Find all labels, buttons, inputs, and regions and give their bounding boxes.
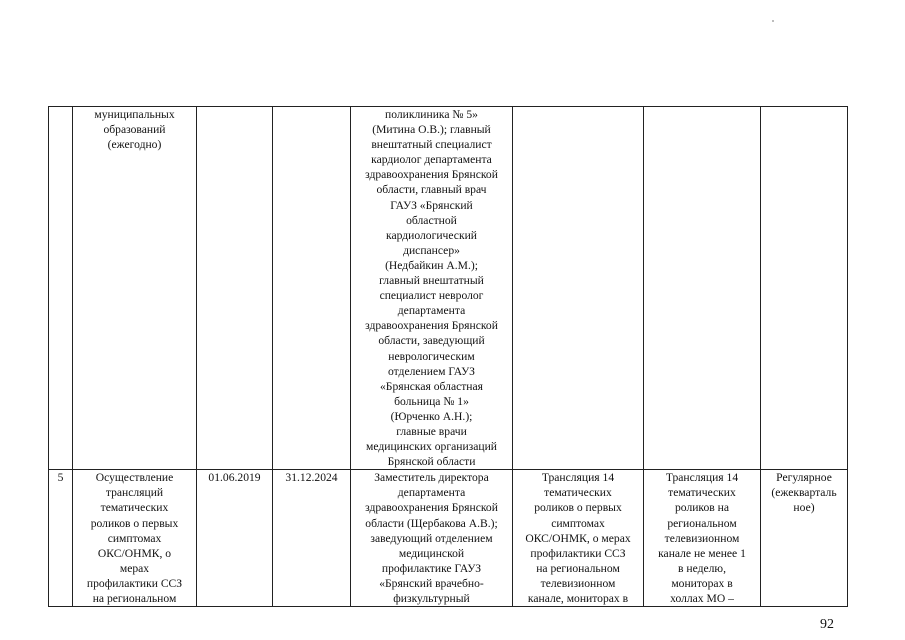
cell-end-date: 31.12.2024 [273,470,351,607]
cell-indicator [644,107,761,470]
cell-responsible: Заместитель директора департамента здравоохранения Брянской области (Щербакова А.В.); заведующий отделением медицинской профилактике ГАУЗ «Брянский врачебно- физкультурный [351,470,513,607]
cell-indicator: Трансляция 14 тематических роликов на региональном телевизионном канале не менее 1 в неделю, мониторах в холлах МО – [644,470,761,607]
page-number: 92 [820,617,834,632]
plan-table [48,106,848,607]
cell-start-date: 01.06.2019 [197,470,273,607]
table-row [49,470,848,607]
cell-result [513,107,644,470]
scan-artifact [772,20,774,22]
cell-responsible: поликлиника № 5» (Митина О.В.); главный внештатный специалист кардиолог департамента здравоохранения Брянской области, главный врач ГАУЗ «Брянский областной кардиологический диспансер» (Недбайкин А.М.); главный внештатный специалист невролог департамента здравоохранения Брянской области, заведующий неврологическим отделением ГАУЗ «Брянская областная больница № 1» (Юрченко А.Н.); главные врачи медицинских организаций Брянской области [351,107,513,470]
cell-result: Трансляция 14 тематических роликов о первых симптомах ОКС/ОНМК, о мерах профилактики ССЗ на региональном телевизионном канале, мониторах в [513,470,644,607]
cell-end-date [273,107,351,470]
cell-number [49,107,73,470]
cell-number: 5 [49,470,73,607]
table-row [49,107,848,470]
cell-frequency [761,107,848,470]
cell-event: муниципальных образований (ежегодно) [73,107,197,470]
cell-start-date [197,107,273,470]
cell-event: Осуществление трансляций тематических роликов о первых симптомах ОКС/ОНМК, о мерах профилактики ССЗ на региональном [73,470,197,607]
cell-frequency: Регулярное (ежекварталь ное) [761,470,848,607]
